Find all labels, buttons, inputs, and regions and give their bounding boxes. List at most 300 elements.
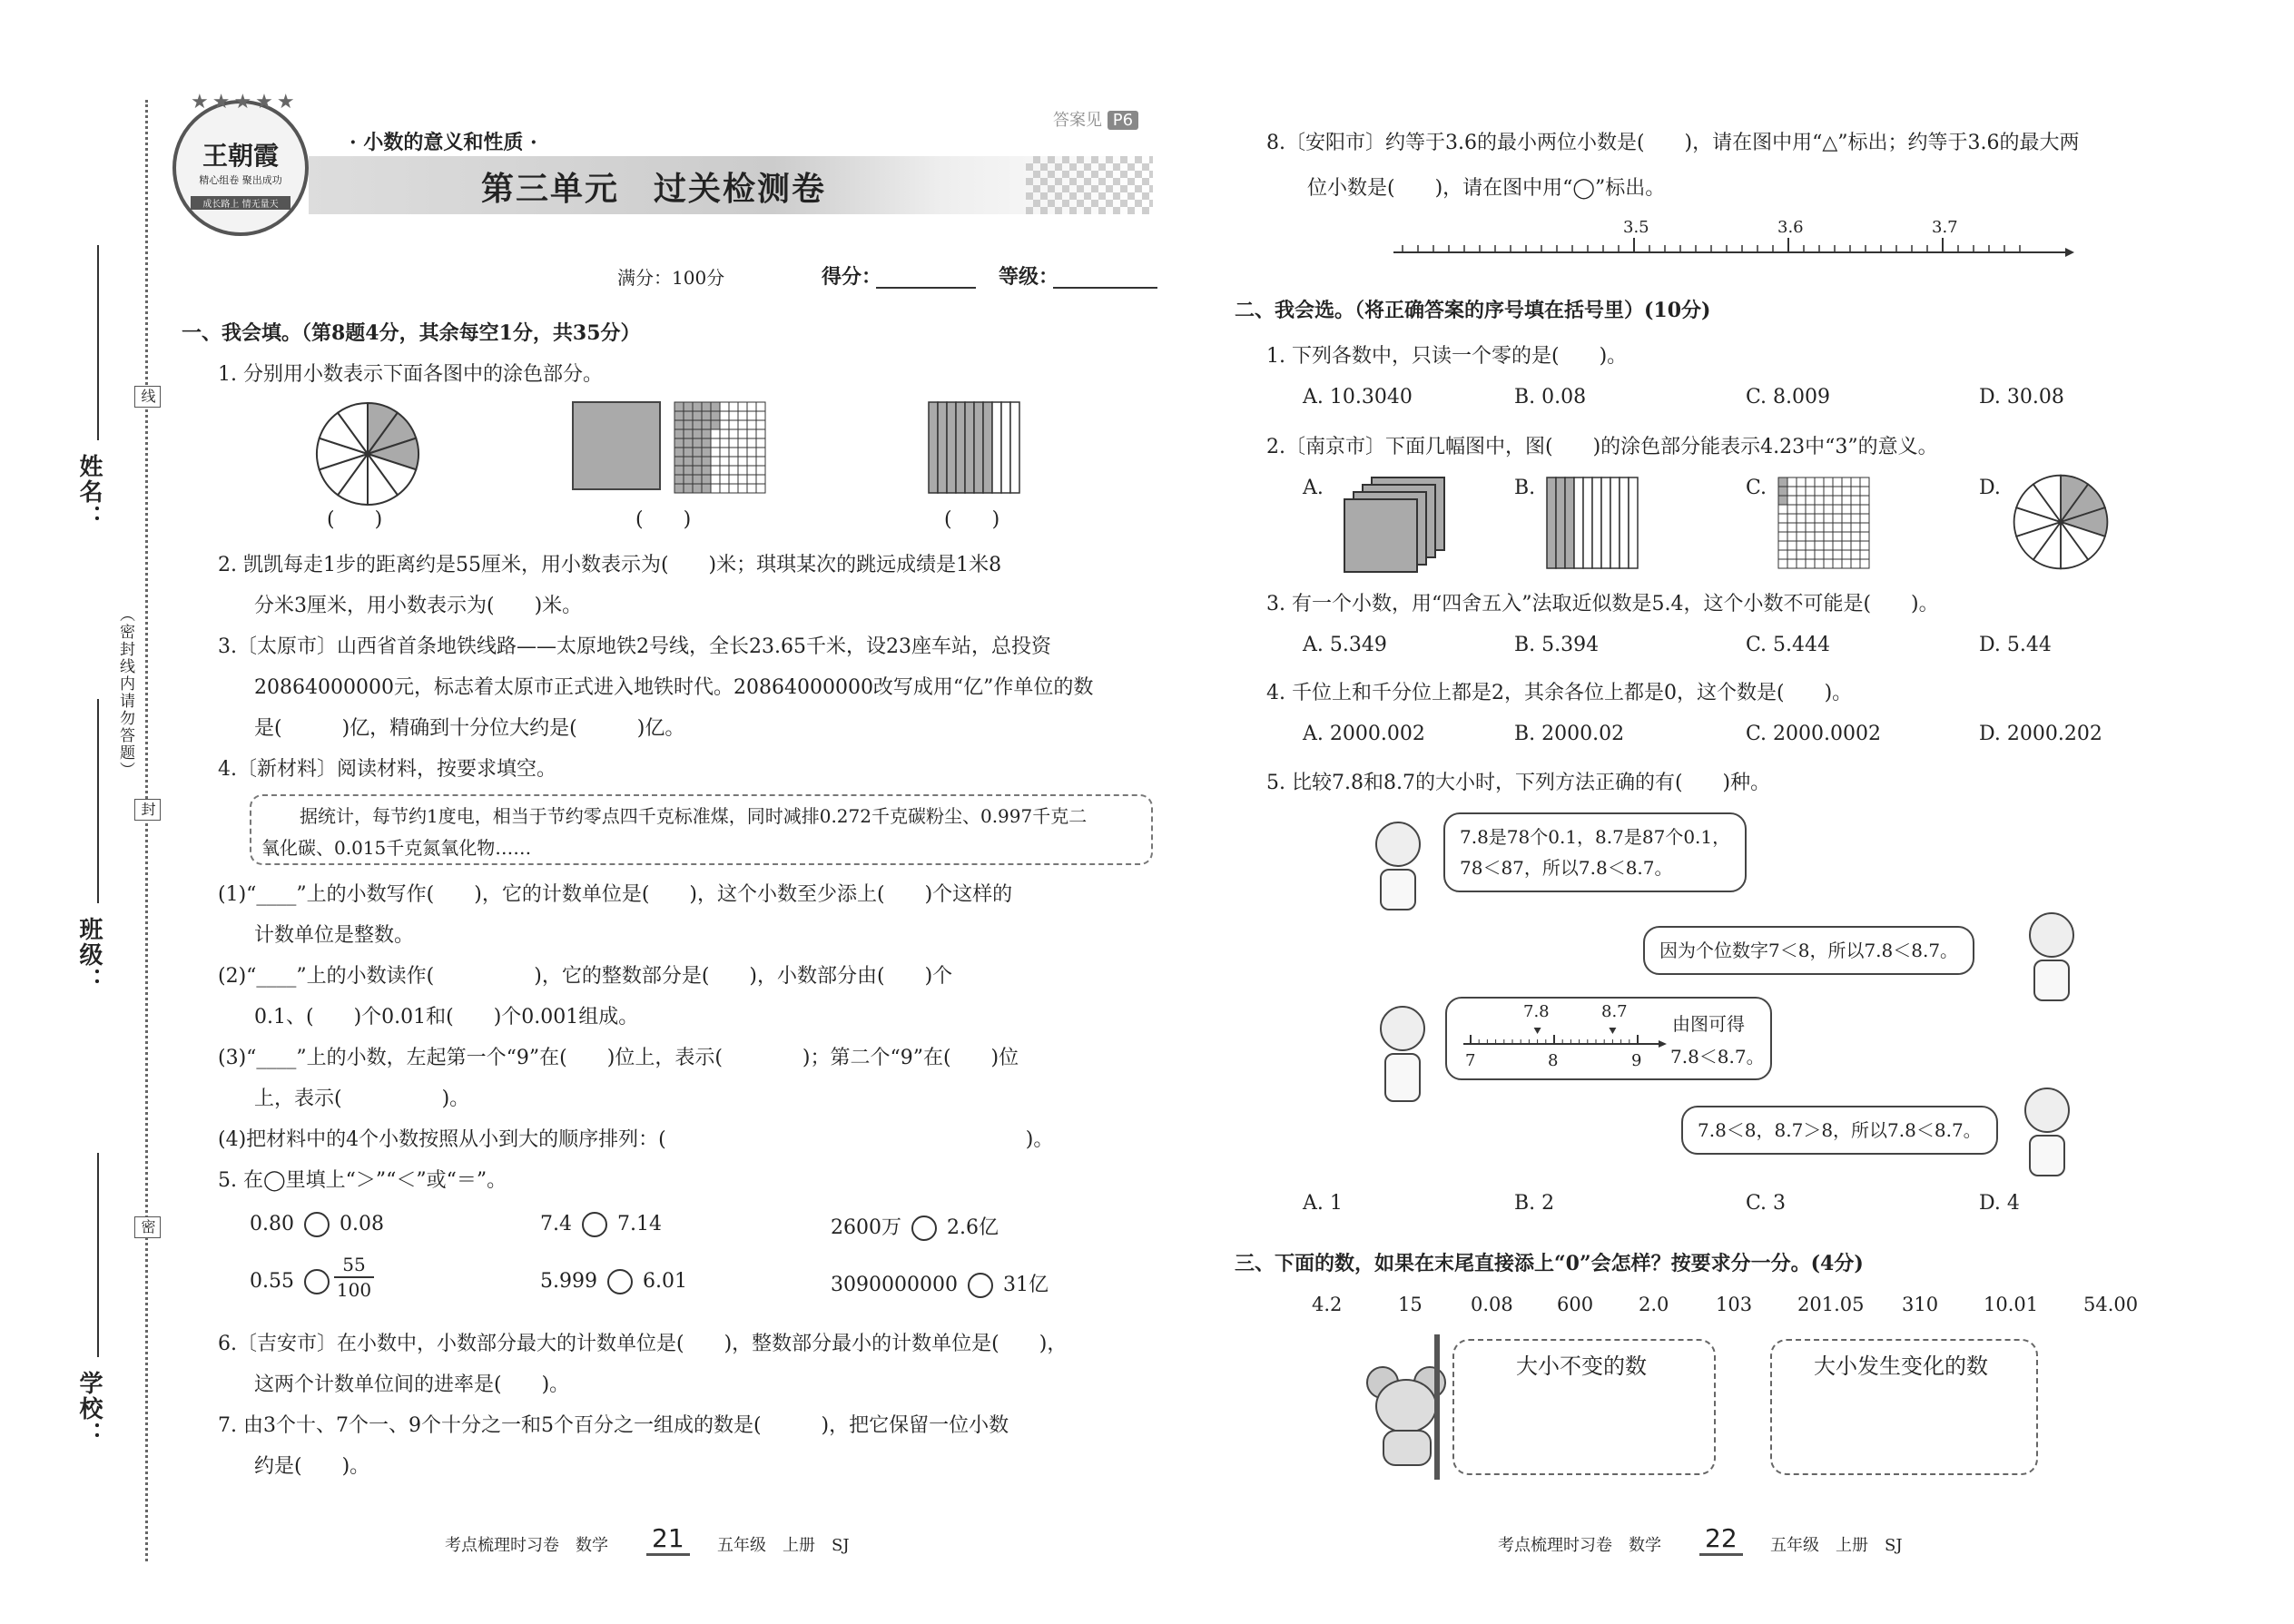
avatar-body	[1384, 1053, 1421, 1102]
grid-cell	[1778, 541, 1787, 550]
grid-cell	[1833, 505, 1842, 514]
grid-cell	[711, 457, 720, 466]
q5-item	[540, 1212, 662, 1237]
grid-cell	[674, 429, 684, 438]
q5-right-value: 6.01	[642, 1270, 687, 1293]
girl-avatar-2	[2020, 1088, 2074, 1178]
m5-option-b[interactable]: B. 2	[1514, 1192, 1555, 1215]
sec3-number: 600	[1557, 1294, 1594, 1315]
grid-cell	[738, 484, 747, 493]
sec3-number: 0.08	[1471, 1294, 1513, 1315]
m2-fig-c-hundredths	[1777, 477, 1870, 569]
grid-cell	[729, 448, 738, 457]
grid-cell	[1806, 532, 1815, 541]
q6-line-2: 这两个计数单位间的进率是( )。	[254, 1373, 570, 1396]
m2-fig-a-square-1	[1344, 498, 1418, 573]
grid-cell	[747, 411, 756, 420]
grid-cell	[711, 466, 720, 475]
grid-cell	[693, 457, 702, 466]
m2-option-c[interactable]: C.	[1746, 477, 1767, 499]
grid-cell	[693, 484, 702, 493]
bar-strip	[1592, 477, 1601, 568]
grid-cell	[756, 429, 765, 438]
grid-cell	[720, 429, 729, 438]
grid-cell	[729, 402, 738, 411]
m3-option-d[interactable]: D. 5.44	[1979, 634, 2052, 656]
grid-cell	[674, 475, 684, 484]
grid-cell	[1824, 559, 1833, 568]
bar-strip	[1547, 477, 1556, 568]
grid-cell	[1787, 541, 1797, 550]
m2-text: 2.〔南京市〕下面几幅图中，图( )的涂色部分能表示4.23中“3”的意义。	[1266, 436, 1938, 458]
grid-cell	[729, 475, 738, 484]
m5-option-d[interactable]: D. 4	[1979, 1192, 2020, 1215]
m3-option-b[interactable]: B. 5.394	[1514, 634, 1600, 656]
m4-option-b[interactable]: B. 2000.02	[1514, 723, 1625, 745]
bar-strip	[992, 402, 1001, 493]
m2-option-a[interactable]: A.	[1303, 477, 1324, 499]
page-title: 第三单元 过关检测卷	[481, 170, 827, 208]
boy-avatar-2	[1375, 1006, 1430, 1106]
grid-cell	[1815, 532, 1824, 541]
q4-1-line-2: 计数单位是整数。	[254, 924, 415, 947]
down-arrow-icon	[1534, 1028, 1541, 1034]
sec3-number: 201.05	[1797, 1294, 1865, 1315]
q8-tick-label: 3.5	[1623, 218, 1649, 237]
grid-cell	[1778, 477, 1787, 487]
grid-cell	[1797, 487, 1806, 496]
q4-1-line-1: (1)“____”上的小数写作( )，它的计数单位是( )，这个小数至少添上( )个这样的	[218, 883, 1013, 906]
grid-cell	[1778, 550, 1787, 559]
grid-cell	[1806, 541, 1815, 550]
sort-box-changed-label: 大小发生变化的数	[1814, 1353, 1988, 1379]
answer-ref-label: 答案见	[1053, 111, 1102, 130]
grid-cell	[1797, 496, 1806, 505]
grid-cell	[1833, 541, 1842, 550]
grid-cell	[1833, 550, 1842, 559]
grid-cell	[1815, 541, 1824, 550]
grid-cell	[747, 429, 756, 438]
grid-cell	[684, 466, 693, 475]
grid-cell	[684, 475, 693, 484]
grid-cell	[1824, 487, 1833, 496]
grid-cell	[1824, 532, 1833, 541]
grid-cell	[1787, 496, 1797, 505]
m5-option-a[interactable]: A. 1	[1303, 1192, 1343, 1215]
m4-option-d[interactable]: D. 2000.202	[1979, 723, 2102, 745]
grid-cell	[1797, 514, 1806, 523]
q5-right-value: 31亿	[1002, 1274, 1049, 1296]
q8-line-2: 位小数是( )，请在图中用“◯”标出。	[1307, 177, 1666, 200]
grid-cell	[693, 438, 702, 448]
grid-cell	[1842, 523, 1851, 532]
grid-cell	[738, 420, 747, 429]
bar-strip	[947, 402, 956, 493]
grid-cell	[1851, 477, 1860, 487]
grid-cell	[1860, 514, 1869, 523]
q1-blank-1[interactable]: ( )	[327, 508, 383, 531]
grid-cell	[693, 466, 702, 475]
left-footer-grade: 五年级 上册 SJ	[717, 1536, 850, 1555]
grid-cell	[1860, 532, 1869, 541]
grid-cell	[1797, 523, 1806, 532]
grid-cell	[747, 438, 756, 448]
compare-circle[interactable]	[304, 1212, 330, 1237]
grid-cell	[1778, 559, 1787, 568]
grid-cell	[674, 402, 684, 411]
compare-circle[interactable]	[968, 1273, 993, 1298]
m3-option-a[interactable]: A. 5.349	[1303, 634, 1387, 656]
grid-cell	[747, 466, 756, 475]
grid-cell	[1797, 559, 1806, 568]
bubble-3-number-line	[1463, 1026, 1672, 1053]
speech-bubble-4	[1681, 1106, 1998, 1155]
grid-cell	[1833, 532, 1842, 541]
grid-cell	[1824, 541, 1833, 550]
seal-mark-secret: 密	[134, 1216, 161, 1238]
grid-cell	[729, 484, 738, 493]
q5-left-value: 0.55	[250, 1270, 294, 1293]
grid-cell	[684, 457, 693, 466]
grid-cell	[1815, 487, 1824, 496]
q5-right-value: 7.14	[617, 1213, 662, 1235]
koala-head	[1375, 1379, 1437, 1433]
bar-strip	[1556, 477, 1565, 568]
avatar-body	[1380, 869, 1416, 910]
grid-cell	[756, 466, 765, 475]
m5-option-c[interactable]: C. 3	[1746, 1192, 1787, 1215]
chapter-subtitle: · 小数的意义和性质 ·	[350, 131, 537, 154]
section-3-heading: 三、下面的数，如果在末尾直接添上“0”会怎样？按要求分一分。(4分)	[1235, 1252, 1864, 1275]
grid-cell	[1842, 487, 1851, 496]
sec3-number: 103	[1716, 1294, 1753, 1315]
q8-tick-label: 3.6	[1777, 218, 1804, 237]
grid-cell	[1778, 496, 1787, 505]
q3-line-3: 是( )亿，精确到十分位大约是( )亿。	[254, 717, 685, 740]
grid-cell	[1842, 514, 1851, 523]
m1-option-a[interactable]: A. 10.3040	[1303, 386, 1413, 408]
q1-blank-2[interactable]: ( )	[635, 508, 692, 531]
avatar-head	[2024, 1088, 2070, 1133]
grid-cell	[1851, 487, 1860, 496]
q8-tick-label: 3.7	[1932, 218, 1958, 237]
q2-line-1: 2. 凯凯每走1步的距离约是55厘米，用小数表示为( )米；琪琪某次的跳远成绩是1米8	[218, 554, 1002, 576]
grid-cell	[1797, 541, 1806, 550]
grid-cell	[1787, 532, 1797, 541]
grid-cell	[738, 411, 747, 420]
grid-cell	[720, 448, 729, 457]
grid-cell	[1778, 505, 1787, 514]
seal-mark-seal: 封	[134, 799, 161, 821]
answer-page-badge: P6	[1108, 111, 1138, 130]
m4-option-a[interactable]: A. 2000.002	[1303, 723, 1425, 745]
brand-logo-tag: 成长路上 情无量天	[191, 196, 290, 210]
q1-text: 1. 分别用小数表示下面各图中的涂色部分。	[218, 363, 603, 386]
grid-cell	[756, 484, 765, 493]
grid-cell	[674, 448, 684, 457]
grid-cell	[1833, 514, 1842, 523]
q5-fraction	[334, 1253, 374, 1302]
bar-strip	[1001, 402, 1010, 493]
title-checker	[1026, 156, 1153, 214]
arrow-icon	[2065, 248, 2074, 257]
m3-option-c[interactable]: C. 5.444	[1746, 634, 1831, 656]
compare-circle[interactable]	[911, 1216, 937, 1241]
brand-logo-name: 王朝霞	[202, 141, 279, 171]
grid-cell	[738, 475, 747, 484]
class-field[interactable]	[97, 699, 99, 903]
grid-cell	[674, 411, 684, 420]
grid-cell	[684, 438, 693, 448]
grid-cell	[747, 484, 756, 493]
grid-cell	[702, 466, 711, 475]
full-score: 满分：100分	[617, 267, 725, 289]
bar-strip	[1574, 477, 1583, 568]
grid-cell	[711, 429, 720, 438]
q5-text: 5. 在◯里填上“＞”“＜”或“＝”。	[218, 1169, 507, 1192]
down-arrow-icon	[1609, 1028, 1616, 1034]
q5-right-value: 0.08	[339, 1213, 384, 1235]
avatar-body	[2029, 1135, 2065, 1176]
right-footer-grade: 五年级 上册 SJ	[1770, 1536, 1903, 1555]
q1-blank-3[interactable]: ( )	[944, 508, 1000, 531]
q3-line-2: 20864000000元，标志着太原市正式进入地铁时代。20864000000改写成用“亿”作单位的数	[254, 676, 1094, 699]
grid-cell	[1797, 477, 1806, 487]
q7-line-1: 7. 由3个十、7个一、9个十分之一和5个百分之一组成的数是( )，把它保留一位小数	[218, 1414, 1009, 1437]
bar-strip	[965, 402, 974, 493]
grid-cell	[756, 457, 765, 466]
grid-cell	[1860, 487, 1869, 496]
grid-cell	[738, 457, 747, 466]
q4-4-line: (4)把材料中的4个小数按照从小到大的顺序排列：( )。	[218, 1128, 1054, 1151]
q5-left-value: 0.80	[250, 1213, 294, 1235]
bubble-3-tick-78: 7.8	[1523, 1002, 1550, 1021]
q1-unit-square	[572, 401, 661, 490]
grid-cell	[1851, 514, 1860, 523]
grid-cell	[674, 484, 684, 493]
q5-item	[831, 1269, 1049, 1298]
brand-logo	[172, 100, 309, 236]
grid-cell	[756, 438, 765, 448]
seal-note: （密封线内请勿答题）	[116, 606, 134, 779]
grid-cell	[1806, 514, 1815, 523]
grid-cell	[720, 457, 729, 466]
sort-box-unchanged-label: 大小不变的数	[1516, 1353, 1647, 1379]
grid-cell	[1787, 559, 1797, 568]
school-field[interactable]	[97, 1153, 99, 1357]
grid-cell	[1833, 523, 1842, 532]
grid-cell	[720, 402, 729, 411]
grid-cell	[1815, 477, 1824, 487]
grid-cell	[1806, 496, 1815, 505]
q8-line-1: 8.〔安阳市〕约等于3.6的最小两位小数是( )，请在图中用“△”标出；约等于3.6的最大两	[1266, 132, 2080, 154]
grid-cell	[747, 420, 756, 429]
grid-cell	[1787, 487, 1797, 496]
grid-cell	[1806, 487, 1815, 496]
q8-number-line[interactable]	[1393, 218, 2074, 263]
bubble-3-line-2: 7.8＜8.7。	[1670, 1046, 1765, 1068]
m2-fig-b-tenths	[1546, 477, 1639, 569]
grid-cell	[693, 475, 702, 484]
grid-cell	[1787, 505, 1797, 514]
boy-avatar-1	[2024, 912, 2079, 1003]
q5-item	[250, 1269, 333, 1294]
section-1-heading: 一、我会填。（第8题4分，其余每空1分，共35分）	[182, 321, 641, 345]
avatar-head	[1380, 1006, 1425, 1051]
m2-option-b[interactable]: B.	[1514, 477, 1536, 499]
grid-cell	[702, 420, 711, 429]
compare-circle[interactable]	[607, 1269, 633, 1294]
binding-dashed-line	[145, 100, 148, 1561]
grid-cell	[1815, 550, 1824, 559]
grid-cell	[1860, 505, 1869, 514]
sec3-number: 15	[1398, 1294, 1423, 1315]
sec3-number-list	[1312, 1294, 2138, 1315]
grid-cell	[738, 402, 747, 411]
grid-cell	[1851, 496, 1860, 505]
m1-text: 1. 下列各数中，只读一个零的是( )。	[1266, 345, 1628, 368]
q5-right-value: 2.6亿	[947, 1216, 999, 1239]
grid-cell	[1824, 505, 1833, 514]
score-field[interactable]	[876, 287, 976, 289]
grid-cell	[747, 448, 756, 457]
grid-cell	[1778, 523, 1787, 532]
grid-cell	[1851, 532, 1860, 541]
grid-cell	[702, 448, 711, 457]
bubble-4-text: 7.8＜8，8.7＞8，所以7.8＜8.7。	[1698, 1119, 1982, 1141]
grid-cell	[756, 420, 765, 429]
q5-left-value: 7.4	[540, 1213, 572, 1235]
q5-item	[540, 1269, 687, 1294]
bar-strip	[983, 402, 992, 493]
grid-cell	[720, 466, 729, 475]
m4-option-c[interactable]: C. 2000.0002	[1746, 723, 1882, 745]
grid-cell	[684, 484, 693, 493]
grid-cell	[1833, 487, 1842, 496]
bubble-1-line-1: 7.8是78个0.1，8.7是87个0.1，	[1460, 826, 1731, 848]
grid-cell	[1824, 477, 1833, 487]
bar-strip	[1620, 477, 1629, 568]
grid-cell	[756, 448, 765, 457]
grid-cell	[1778, 514, 1787, 523]
grid-cell	[702, 457, 711, 466]
bar-strip	[1601, 477, 1610, 568]
avatar-body	[2033, 960, 2070, 1001]
grid-cell	[1806, 523, 1815, 532]
compare-circle[interactable]	[582, 1212, 607, 1237]
sec3-number: 310	[1902, 1294, 1939, 1315]
bar-strip	[1629, 477, 1638, 568]
q2-line-2: 分米3厘米，用小数表示为( )米。	[254, 595, 583, 617]
grid-cell	[702, 411, 711, 420]
grid-cell	[729, 466, 738, 475]
grid-cell	[1824, 550, 1833, 559]
grid-cell	[720, 438, 729, 448]
grid-cell	[711, 448, 720, 457]
grid-cell	[1797, 505, 1806, 514]
m3-text: 3. 有一个小数，用“四舍五入”法取近似数是5.4，这个小数不可能是( )。	[1266, 593, 1939, 615]
grid-cell	[747, 457, 756, 466]
m1-option-b[interactable]: B. 0.08	[1514, 386, 1587, 408]
score-label: 得分：	[822, 265, 882, 289]
arrow-icon	[1659, 1040, 1667, 1048]
grid-cell	[693, 411, 702, 420]
q4-material-line-1: 据统计，每节约1度电，相当于节约零点四千克标准煤，同时减排0.272千克碳粉尘、0.997千克二	[300, 805, 1088, 827]
q5-item	[831, 1212, 999, 1241]
grid-cell	[702, 475, 711, 484]
grid-cell	[1806, 559, 1815, 568]
grid-cell	[693, 448, 702, 457]
grid-cell	[729, 411, 738, 420]
speech-bubble-2	[1643, 926, 1974, 975]
grid-cell	[711, 411, 720, 420]
grid-cell	[1842, 477, 1851, 487]
grid-cell	[1833, 496, 1842, 505]
bubble-1-line-2: 78＜87，所以7.8＜8.7。	[1460, 857, 1673, 879]
grid-cell	[1842, 496, 1851, 505]
grid-cell	[756, 411, 765, 420]
grid-cell	[729, 420, 738, 429]
right-page-number: 22	[1699, 1523, 1743, 1556]
q4-3-line-1: (3)“____”上的小数，左起第一个“9”在( )位上，表示( )；第二个“9”在( )位	[218, 1047, 1019, 1069]
q7-line-2: 约是( )。	[254, 1455, 370, 1478]
answer-ref	[1053, 107, 1138, 131]
grid-cell	[1860, 523, 1869, 532]
grid-cell	[1815, 505, 1824, 514]
m2-option-d[interactable]: D.	[1979, 477, 2001, 499]
grid-cell	[1815, 514, 1824, 523]
seal-mark-line: 线	[134, 386, 161, 408]
grid-cell	[729, 438, 738, 448]
bar-strip	[1583, 477, 1592, 568]
grid-cell	[1851, 541, 1860, 550]
sec3-number: 2.0	[1639, 1294, 1669, 1315]
grid-cell	[1842, 532, 1851, 541]
grid-cell	[702, 438, 711, 448]
bubble-3-line-1: 由图可得	[1672, 1013, 1745, 1035]
grid-cell	[1842, 505, 1851, 514]
grid-cell	[747, 402, 756, 411]
bar-strip	[1010, 402, 1019, 493]
bubble-3-tick-9: 9	[1631, 1051, 1642, 1070]
bubble-3-tick-87: 8.7	[1601, 1002, 1628, 1021]
q6-line-1: 6.〔吉安市〕在小数中，小数部分最大的计数单位是( )，整数部分最小的计数单位是( )，	[218, 1333, 1068, 1355]
m1-option-d[interactable]: D. 30.08	[1979, 386, 2064, 408]
brand-logo-small: 精心组卷 聚出成功	[199, 174, 282, 186]
q1-circle-figure	[313, 399, 422, 508]
grid-cell	[720, 475, 729, 484]
bubble-3-tick-7: 7	[1465, 1051, 1476, 1070]
bubble-3-tick-8: 8	[1548, 1051, 1559, 1070]
m1-option-c[interactable]: C. 8.009	[1746, 386, 1831, 408]
grid-cell	[1851, 559, 1860, 568]
grid-cell	[684, 448, 693, 457]
grid-cell	[1824, 523, 1833, 532]
grid-cell	[747, 475, 756, 484]
fraction-denominator: 100	[336, 1279, 372, 1301]
grid-cell	[1815, 523, 1824, 532]
grid-cell	[684, 411, 693, 420]
grid-cell	[1842, 541, 1851, 550]
grid-cell	[1851, 550, 1860, 559]
grid-cell	[702, 402, 711, 411]
sec3-number: 4.2	[1312, 1294, 1343, 1315]
grid-cell	[711, 420, 720, 429]
name-field[interactable]	[97, 245, 99, 440]
compare-circle[interactable]	[304, 1269, 330, 1294]
grade-label: 等级：	[999, 265, 1059, 289]
grade-field[interactable]	[1053, 287, 1157, 289]
